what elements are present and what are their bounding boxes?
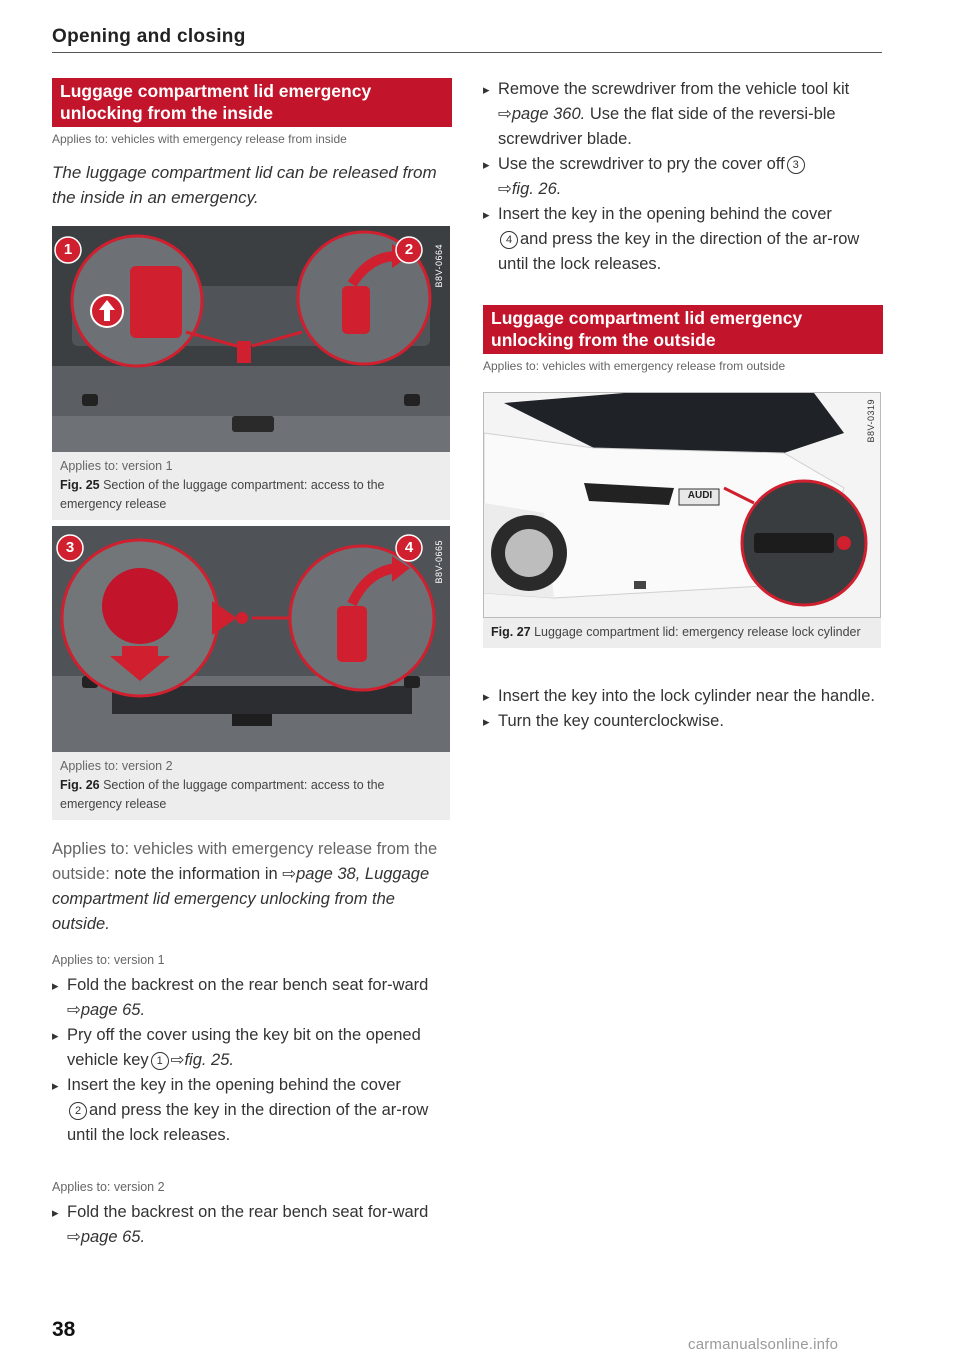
list-item	[483, 77, 883, 152]
trunk-badge: AUDI	[687, 490, 713, 501]
header-title: Opening and closing	[52, 26, 246, 47]
step-text: Insert the key in the opening behind the cover	[67, 1076, 401, 1094]
arrow-glyph: ⇨	[282, 865, 297, 883]
figure-code: B8V-0664	[434, 244, 444, 288]
step-text: and press the key in the direction of the ar-row until the lock releases.	[498, 230, 860, 273]
list-item	[483, 684, 883, 709]
caption-body: Luggage compartment lid: emergency release lock cylinder	[534, 625, 861, 639]
intro-text: The luggage compartment lid can be released from the inside in an emergency.	[52, 163, 437, 207]
version-2-steps-continued	[483, 77, 883, 277]
figure-25	[52, 226, 450, 520]
list-item	[52, 1023, 452, 1073]
caption-fig-number: Fig. 26	[60, 778, 100, 792]
figure-26-image	[52, 526, 450, 752]
figure-26-caption	[52, 752, 450, 820]
list-item	[483, 152, 883, 202]
caption-version: Applies to: version 1	[60, 459, 173, 473]
figure-27-image	[483, 392, 881, 618]
header-rule	[52, 52, 882, 53]
step-text: and press the key in the direction of the ar-row until the lock releases.	[67, 1101, 429, 1144]
version-1-label: Applies to: version 1	[52, 953, 165, 967]
caption-text	[60, 476, 442, 514]
caption-text	[60, 776, 442, 814]
section-heading-inside: Luggage compartment lid emergency unlocking from the inside	[52, 78, 452, 127]
caption-body: Section of the luggage compartment: access to the emergency release	[60, 478, 385, 511]
step-text: Insert the key in the opening behind the cover	[498, 205, 832, 223]
figure-25-caption	[52, 452, 450, 520]
watermark: carmanualsonline.info	[688, 1336, 839, 1353]
figure-25-image	[52, 226, 450, 452]
step-text: Fold the backrest on the rear bench seat for-ward	[67, 976, 429, 994]
step-text: Fold the backrest on the rear bench seat for-ward	[67, 1203, 429, 1221]
section-heading-outside: Luggage compartment lid emergency unlocking from the outside	[483, 305, 883, 354]
page-reference-link[interactable]: ⇨page 65.	[67, 1228, 146, 1246]
applies-inside: Applies to: vehicles with emergency release from inside	[52, 132, 347, 146]
callout-circle-4: 4	[500, 231, 518, 249]
step-text: Insert the key into the lock cylinder near the handle.	[498, 687, 875, 705]
callout-2: 2	[404, 241, 414, 258]
step-text: Use the screwdriver to pry the cover off	[498, 155, 785, 173]
figure-reference-link[interactable]: ⇨fig. 25.	[170, 1051, 234, 1069]
outside-steps	[483, 684, 883, 734]
list-item	[483, 202, 883, 277]
figure-26	[52, 526, 450, 820]
step-text: Turn the key counterclockwise.	[498, 712, 724, 730]
callout-4: 4	[404, 539, 414, 556]
page-reference-link[interactable]: page 38, Luggage compartment lid emergency unlocking from the outside.	[52, 865, 430, 933]
list-item	[52, 1073, 452, 1148]
caption-version: Applies to: version 2	[60, 759, 173, 773]
callout-3: 3	[65, 539, 75, 556]
list-item	[52, 973, 452, 1023]
caption-fig-number: Fig. 25	[60, 478, 100, 492]
figure-27	[483, 392, 881, 648]
figure-27-caption	[483, 618, 881, 648]
list-item	[483, 709, 883, 734]
callout-1: 1	[63, 241, 73, 258]
step-text: Pry off the cover using the key bit on the opened vehicle key	[67, 1026, 421, 1069]
list-item	[52, 1200, 452, 1250]
version-2-label: Applies to: version 2	[52, 1180, 165, 1194]
version-2-steps	[52, 1200, 452, 1250]
caption-fig-number: Fig. 27	[491, 625, 531, 639]
page-reference-link[interactable]: ⇨page 65.	[67, 1001, 146, 1019]
step-text: Use the flat side of the reversi-ble screwdriver blade.	[498, 105, 836, 148]
page-reference-link[interactable]: ⇨page 360.	[498, 105, 586, 123]
callout-circle-3: 3	[787, 156, 805, 174]
step-text: Remove the screwdriver from the vehicle tool kit	[498, 80, 850, 98]
applies-outside-note: Applies to: vehicles with emergency release from the outside:	[52, 840, 438, 883]
figure-code: B8V-0319	[866, 399, 876, 443]
applies-outside: Applies to: vehicles with emergency release from outside	[483, 359, 786, 373]
callout-circle-2: 2	[69, 1102, 87, 1120]
outside-note-paragraph	[52, 837, 452, 937]
note-text: note the information in	[114, 865, 278, 883]
callout-circle-1: 1	[151, 1052, 169, 1070]
caption-body: Section of the luggage compartment: access to the emergency release	[60, 778, 385, 811]
figure-code: B8V-0665	[434, 540, 444, 584]
caption-text	[491, 623, 873, 642]
version-1-steps	[52, 973, 452, 1148]
figure-reference-link[interactable]: ⇨fig. 26.	[498, 180, 562, 198]
page-number: 38	[52, 1318, 76, 1341]
